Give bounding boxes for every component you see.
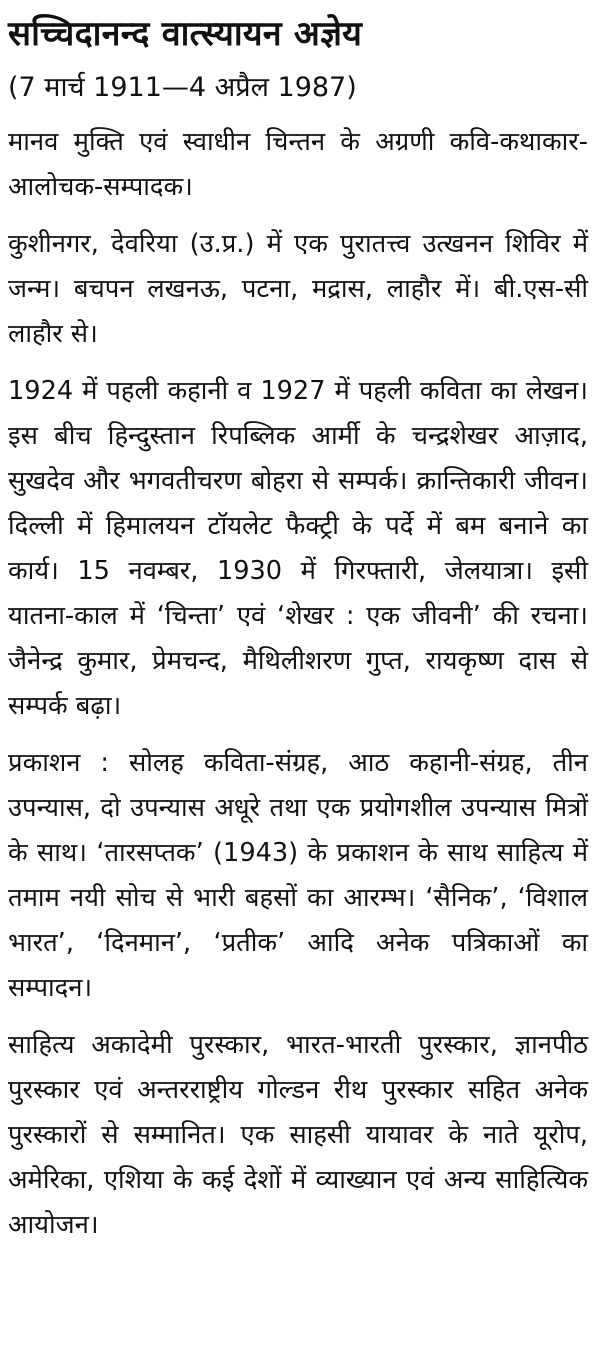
paragraph-early-life: 1924 में पहली कहानी व 1927 में पहली कविता का लेखन। इस बीच हिन्दुस्तान रिपब्लिक आर्मी के चन्द्रशेखर आज़ाद, सुखदेव और भगवतीचरण बोहरा से सम्पर्क। क्रान्तिकारी जीवन। दिल्ली में हिमालयन टॉयलेट फैक्ट्री के पर्दे में बम बनाने का कार्य। 15 नवम्बर, 1930 में गिरफ्तारी, जेलयात्रा। इसी यातना-काल में ‘चिन्ता’ एवं ‘शेखर : एक जीवनी’ की रचना। जैनेन्द्र कुमार, प्रेमचन्द, मैथिलीशरण गुप्त, रायकृष्ण दास से सम्पर्क बढ़ा। xyxy=(8,376,588,721)
page-title: सच्चिदानन्द वात्स्यायन अज्ञेय xyxy=(8,14,362,54)
life-dates: (7 मार्च 1911—4 अप्रैल 1987) xyxy=(8,72,357,103)
paragraph-awards: साहित्य अकादेमी पुरस्कार, भारत-भारती पुरस्कार, ज्ञानपीठ पुरस्कार एवं अन्तरराष्ट्रीय गोल्डन रीथ पुरस्कार सहित अनेक पुरस्कारों से सम्मानित। एक साहसी यायावर के नाते यूरोप, अमेरिका, एशिया के कई देशों में व्याख्यान एवं अन्य साहित्यिक आयोजन। xyxy=(8,1030,588,1240)
paragraph-introduction: मानव मुक्ति एवं स्वाधीन चिन्तन के अग्रणी कवि-कथाकार-आलोचक-सम्पादक। xyxy=(8,127,588,202)
paragraph-birth: कुशीनगर, देवरिया (उ.प्र.) में एक पुरातत्त्व उत्खनन शिविर में जन्म। बचपन लखनऊ, पटना, मद्रास, लाहौर में। बी.एस-सी लाहौर से। xyxy=(8,229,588,349)
paragraph-publications: प्रकाशन : सोलह कविता-संग्रह, आठ कहानी-संग्रह, तीन उपन्यास, दो उपन्यास अधूरे तथा एक प्रयोगशील उपन्यास मित्रों के साथ। ‘तारसप्तक’ (1943) के प्रकाशन के साथ साहित्य में तमाम नयी सोच से भारी बहसों का आरम्भ। ‘सैनिक’, ‘विशाल भारत’, ‘दिनमान’, ‘प्रतीक’ आदि अनेक पत्रिकाओं का सम्पादन। xyxy=(8,748,588,1003)
